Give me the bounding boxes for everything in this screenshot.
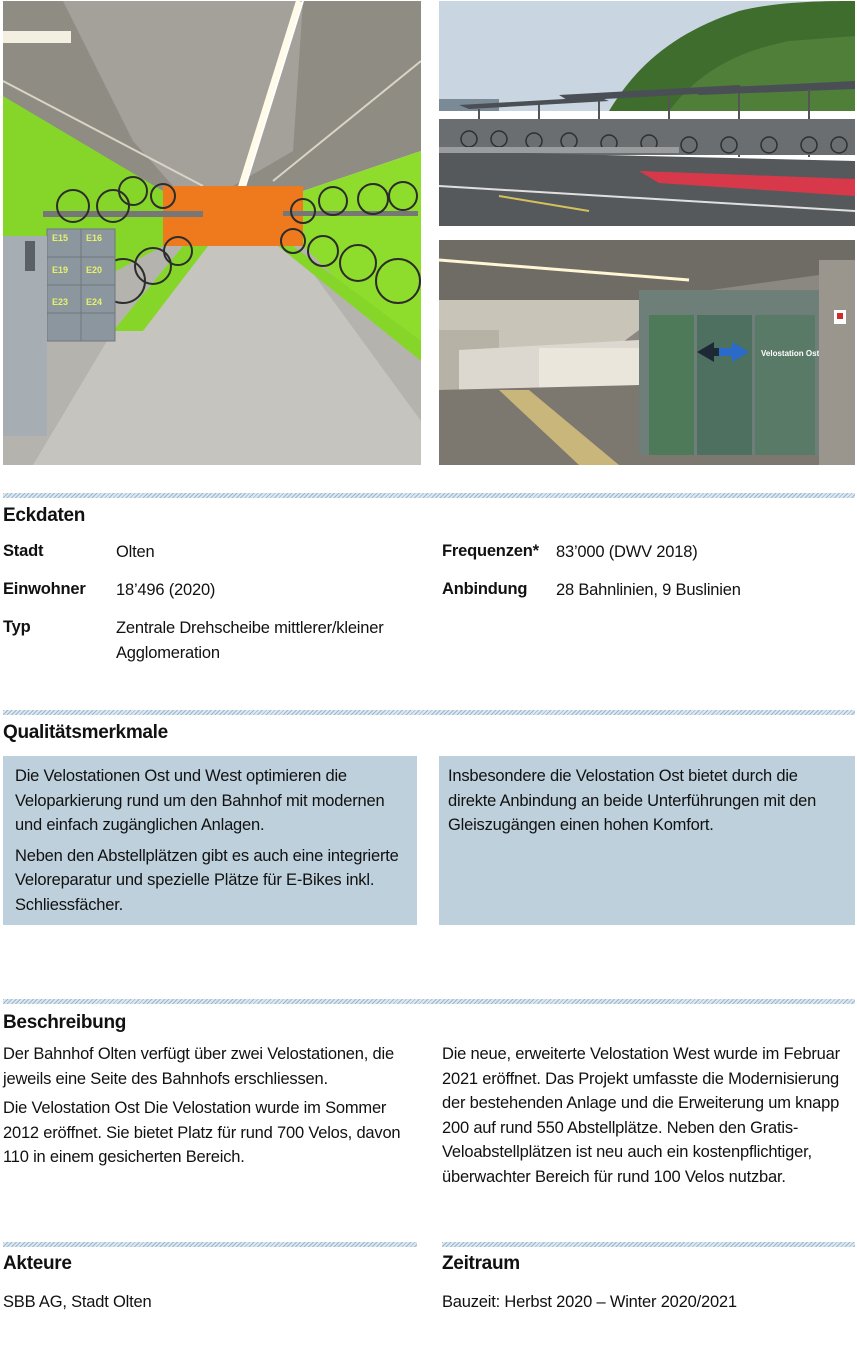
- outdoor-shelter-illustration: [439, 1, 855, 226]
- quality-text: Die Velostationen Ost und West optimieren die Veloparkierung rund um den Bahnhof mit modernen und einfach zugänglichen Anlagen.: [15, 767, 385, 834]
- locker-label: E19: [52, 265, 69, 275]
- locker-label: E15: [52, 233, 69, 243]
- description-paragraph: Die neue, erweiterte Velostation West wurde im Februar 2021 eröffnet. Das Projekt umfasste die Modernisierung der bestehenden Anlage und die Erweiterung um knapp 200 auf rund 550 Abstellplätze. Neben den Gratis-Veloabstellplätzen ist neu auch ein kostenpflichtiger, überwachter Bereich für rund 100 Velos nutzbar.: [442, 1045, 840, 1186]
- velostation-sign: Velostation Ost: [761, 349, 820, 358]
- section-rule: [3, 999, 855, 1004]
- quality-text: Neben den Abstellplätzen gibt es auch eine integrierte Veloreparatur und spezielle Plätze für E-Bikes inkl. Schliessfächer.: [15, 846, 399, 914]
- akteure-value: SBB AG, Stadt Olten: [3, 1293, 152, 1311]
- locker-label: E23: [52, 297, 69, 307]
- label-anbindung: Anbindung: [442, 580, 528, 598]
- label-einwohner: Einwohner: [3, 580, 86, 598]
- value-typ: Zentrale Drehscheibe mittlerer/kleiner Agglomeration: [116, 619, 384, 662]
- section-rule: [3, 493, 855, 498]
- section-heading-eckdaten: Eckdaten: [3, 505, 86, 526]
- label-frequenzen: Frequenzen*: [442, 542, 539, 560]
- section-rule: [3, 1242, 417, 1247]
- locker-label: E20: [86, 265, 103, 275]
- locker-label: E16: [86, 233, 103, 243]
- underpass-illustration: [439, 240, 855, 465]
- photo-outdoor-bike-shelter: [439, 1, 855, 226]
- locker-label: E24: [86, 297, 103, 307]
- quality-text: Insbesondere die Velostation Ost bietet durch die direkte Anbindung an beide Unterführungen mit den Gleiszugängen einen hohen Komfort.: [448, 767, 817, 834]
- section-heading-zeitraum: Zeitraum: [442, 1253, 520, 1274]
- section-rule: [442, 1242, 855, 1247]
- quality-box-right: [439, 756, 855, 925]
- section-heading-qualitaet: Qualitätsmerkmale: [3, 722, 168, 743]
- label-typ: Typ: [3, 618, 31, 636]
- photo-underpass-entrance: [439, 240, 855, 465]
- description-paragraph: Der Bahnhof Olten verfügt über zwei Velostationen, die jeweils eine Seite des Bahnhofs erschliessen.: [3, 1045, 394, 1088]
- value-stadt: Olten: [116, 543, 155, 561]
- value-frequenzen: 83’000 (DWV 2018): [556, 543, 698, 561]
- value-anbindung: 28 Bahnlinien, 9 Buslinien: [556, 581, 741, 599]
- photo-bike-parking-interior: [3, 1, 421, 465]
- section-heading-akteure: Akteure: [3, 1253, 72, 1274]
- bike-parking-illustration: [3, 1, 421, 465]
- description-right: [442, 1042, 855, 1189]
- quality-box-left: [3, 756, 417, 925]
- description-paragraph: Die Velostation Ost Die Velostation wurde im Sommer 2012 eröffnet. Sie bietet Platz für rund 700 Velos, davon 110 in einem gesicherten Bereich.: [3, 1099, 401, 1166]
- value-einwohner: 18’496 (2020): [116, 581, 216, 599]
- section-heading-beschreibung: Beschreibung: [3, 1012, 127, 1033]
- zeitraum-value: Bauzeit: Herbst 2020 – Winter 2020/2021: [442, 1293, 737, 1311]
- label-stadt: Stadt: [3, 542, 44, 560]
- section-rule: [3, 710, 855, 715]
- description-left: [3, 1042, 417, 1170]
